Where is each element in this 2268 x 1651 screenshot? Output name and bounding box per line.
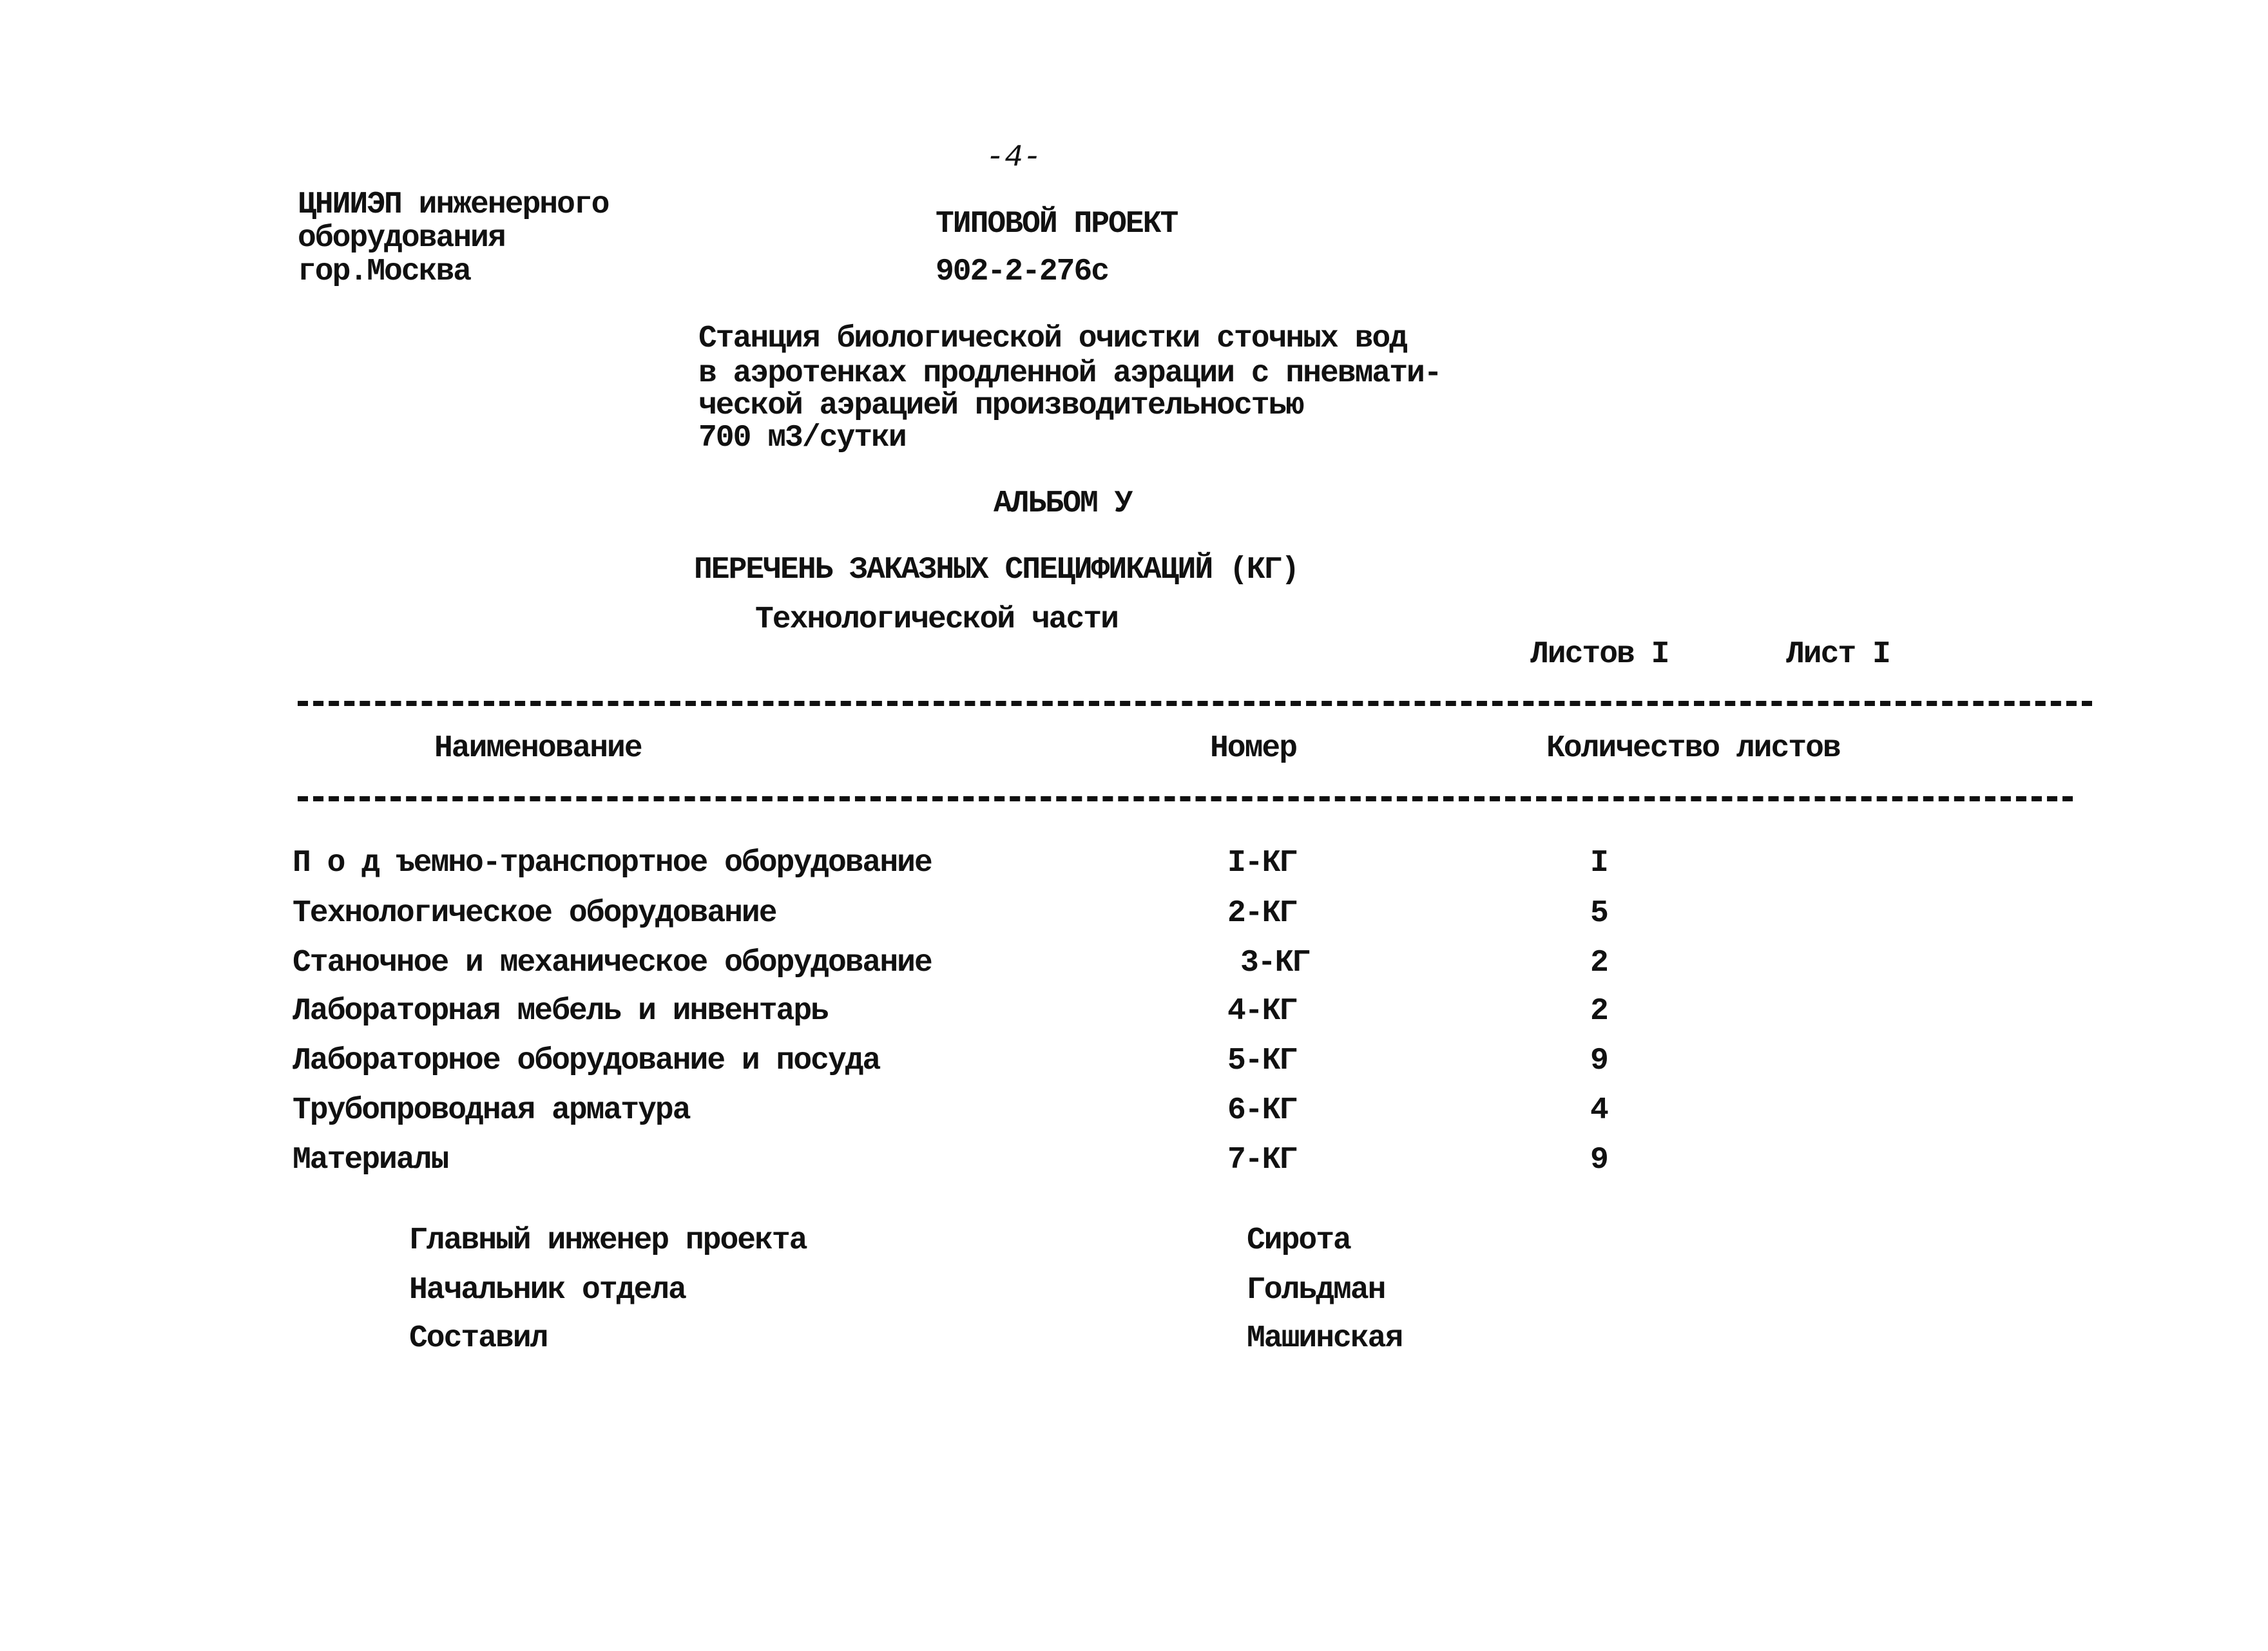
row-name: Материалы xyxy=(293,1143,448,1178)
column-header-name: Наименование xyxy=(434,731,642,766)
dashed-divider xyxy=(298,701,2092,706)
project-type: ТИПОВОЙ ПРОЕКТ xyxy=(936,207,1178,242)
row-name: П о д ъемно-транспортное оборудование xyxy=(293,846,932,881)
column-header-sheets: Количество листов xyxy=(1546,731,1840,766)
signature-name: Сирота xyxy=(1247,1223,1350,1258)
row-sheets: 4 xyxy=(1590,1093,1609,1128)
signature-name: Машинская xyxy=(1247,1321,1403,1356)
album-label: АЛЬБОМ У xyxy=(994,486,1132,521)
project-title-line: 700 м3/сутки xyxy=(698,421,906,455)
sheet-number: Лист I xyxy=(1786,637,1890,672)
row-number: I-КГ xyxy=(1227,846,1297,881)
project-title-line: в аэротенках продленной аэрации с пневмати- xyxy=(698,356,1441,391)
row-number: 2-КГ xyxy=(1227,896,1297,931)
row-sheets: 5 xyxy=(1590,896,1609,931)
signature-role: Начальник отдела xyxy=(409,1273,686,1308)
row-number: 3-КГ xyxy=(1240,946,1310,980)
row-name: Станочное и механическое оборудование xyxy=(293,946,932,980)
signature-role: Составил xyxy=(409,1321,548,1356)
project-number: 902-2-276с xyxy=(936,254,1109,289)
row-number: 7-КГ xyxy=(1227,1143,1297,1178)
row-number: 6-КГ xyxy=(1227,1093,1297,1128)
row-name: Лабораторное оборудование и посуда xyxy=(293,1044,880,1078)
row-sheets: 9 xyxy=(1590,1044,1609,1078)
page-number: -4- xyxy=(986,140,1042,175)
project-title-line: Станция биологической очистки сточных вод xyxy=(698,321,1407,356)
signature-name: Гольдман xyxy=(1247,1273,1385,1308)
row-name: Лабораторная мебель и инвентарь xyxy=(293,994,828,1029)
row-sheets: 2 xyxy=(1590,994,1609,1029)
list-subtitle: Технологической части xyxy=(755,602,1118,637)
column-header-number: Номер xyxy=(1210,731,1297,766)
project-title-line: ческой аэрацией производительностью xyxy=(698,388,1303,423)
row-name: Технологическое оборудование xyxy=(293,896,776,931)
organization-line: ЦНИИЭП инженерного xyxy=(298,187,609,222)
sheets-total: Листов I xyxy=(1530,637,1669,672)
row-sheets: I xyxy=(1590,846,1609,881)
row-number: 4-КГ xyxy=(1227,994,1297,1029)
dashed-divider xyxy=(298,796,2073,801)
row-sheets: 2 xyxy=(1590,946,1609,980)
organization-line: оборудования xyxy=(298,221,505,256)
signature-role: Главный инженер проекта xyxy=(409,1223,807,1258)
list-title: ПЕРЕЧЕНЬ ЗАКАЗНЫХ СПЕЦИФИКАЦИЙ (КГ) xyxy=(694,553,1299,587)
organization-line: гор.Москва xyxy=(298,254,471,289)
row-number: 5-КГ xyxy=(1227,1044,1297,1078)
row-sheets: 9 xyxy=(1590,1143,1609,1178)
row-name: Трубопроводная арматура xyxy=(293,1093,690,1128)
